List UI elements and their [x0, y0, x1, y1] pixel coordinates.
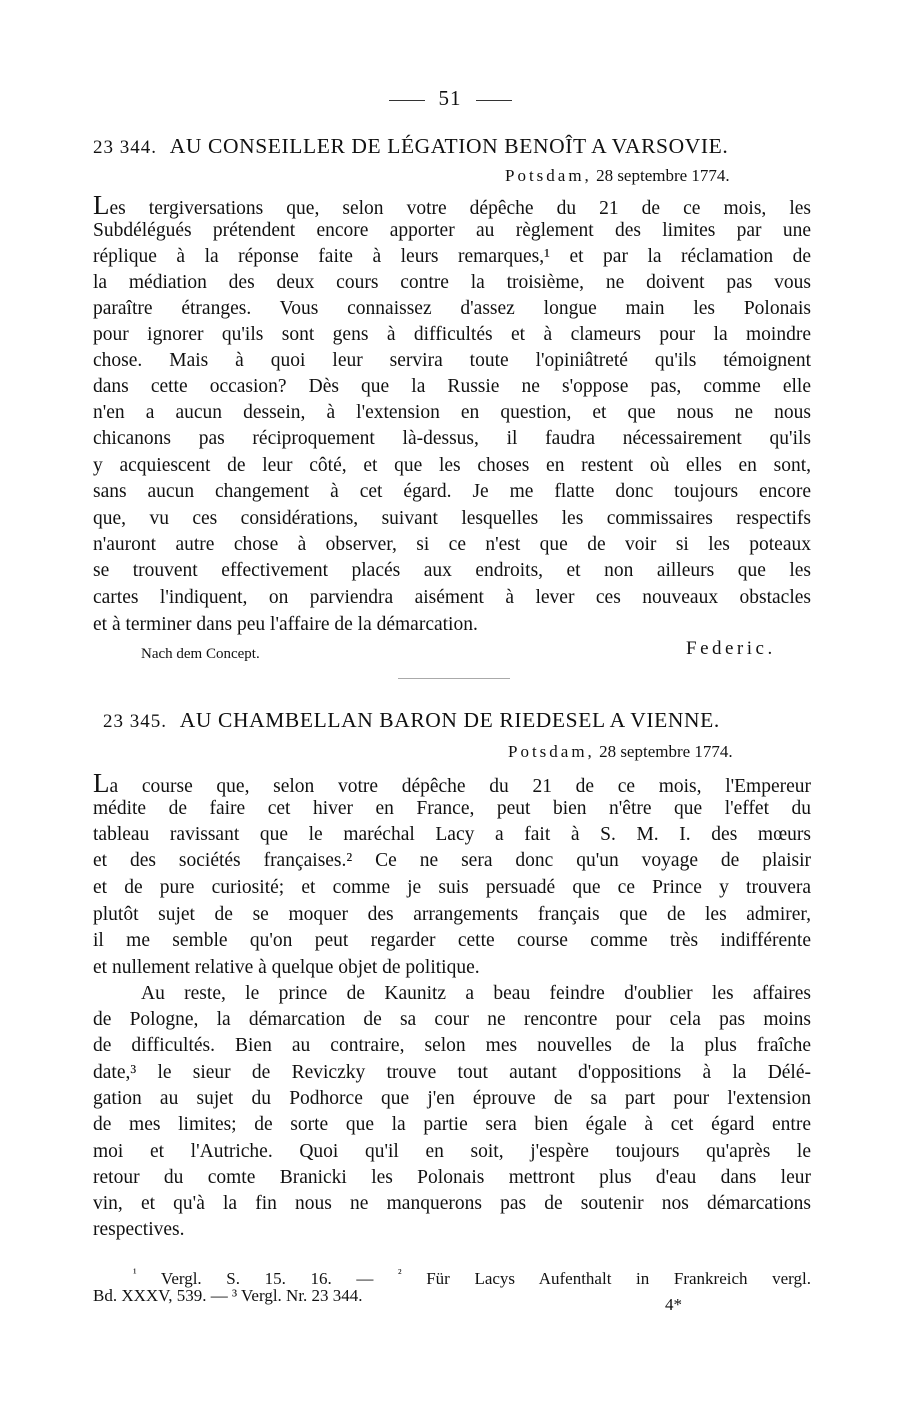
dateline-date: 28 septembre 1774. — [599, 742, 733, 761]
sheet-signature-mark: 4* — [665, 1295, 682, 1314]
text-line: y acquiescent de leur côté, et que les choses en restent où elles en sont, — [93, 455, 811, 476]
text-line: chicanons pas réciproquement là-dessus, il faudra nécessairement qu'ils — [93, 428, 811, 449]
text-line: et des sociétés françaises.² Ce ne sera donc qu'un voyage de plaisir — [93, 850, 811, 871]
letter-title: AU CONSEILLER DE LÉGATION BENOÎT A VARSOVIE. — [169, 134, 729, 158]
dateline-place: Potsdam, — [505, 166, 592, 185]
text-line: il me semble qu'on peut regarder cette course comme très indifférente — [93, 930, 811, 951]
text-line: pour ignorer qu'ils sont gens à difficultés et à clameurs pour la moindre — [93, 324, 811, 345]
text-line: date,³ le sieur de Reviczky trouve tout autant d'oppositions à la Délé- — [93, 1062, 811, 1083]
footnote-line: Bd. XXXV, 539. — ³ Vergl. Nr. 23 344. — [93, 1286, 363, 1305]
text-line: de difficultés. Bien au contraire, selon mes nouvelles de la plus fraîche — [93, 1035, 811, 1056]
footnote-mark: $^{^2}$ Für Lacys Aufenthalt in Frankreich vergl. — [397, 1266, 811, 1288]
source-note: Nach dem Concept. — [141, 646, 260, 662]
footnote-mark: $^{^1}$ Vergl. S. 15. 16. — — [133, 1266, 374, 1288]
letter-heading — [103, 708, 823, 733]
text-line: n'auront autre chose à observer, si ce n'est que de voir si les poteaux — [93, 534, 811, 555]
text-line: retour du comte Branicki les Polonais mettront plus d'eau dans leur — [93, 1167, 811, 1188]
dateline-place: Potsdam, — [508, 742, 595, 761]
text-line: tableau ravissant que le maréchal Lacy a fait à S. M. I. des mœurs — [93, 824, 811, 845]
text-line: Les tergiversations que, selon votre dépêche du 21 de ce mois, les — [93, 190, 811, 220]
letter-title: AU CHAMBELLAN BARON DE RIEDESEL A VIENNE. — [179, 708, 720, 732]
rule-left — [389, 100, 425, 101]
text-line: réplique à la réponse faite à leurs remarques,¹ et par la réclamation de — [93, 246, 811, 267]
page-number: 51 — [0, 86, 900, 111]
text-line: la médiation des deux cours contre la troisième, ne doivent pas vous — [93, 272, 811, 293]
text-line: vin, et qu'à la fin nous ne manquerons pas de soutenir nos démarcations — [93, 1193, 811, 1214]
text-line: sans aucun changement à cet égard. Je me flatte donc toujours encore — [93, 481, 811, 502]
text-line: de mes limites; de sorte que la partie sera bien égale à cet égard entre — [93, 1114, 811, 1135]
text-line: et nullement relative à quelque objet de politique. — [93, 957, 480, 978]
text-line: que, vu ces considérations, suivant lesquelles les commissaires respectifs — [93, 508, 811, 529]
text-line: paraître étranges. Vous connaissez d'assez longue main les Polonais — [93, 298, 811, 319]
rule-right — [476, 100, 512, 101]
letter-heading — [93, 134, 813, 159]
dateline-date: 28 septembre 1774. — [596, 166, 730, 185]
text-line: gation au sujet du Podhorce que j'en éprouve de sa part pour l'extension — [93, 1088, 811, 1109]
signature: Federic. — [686, 638, 776, 659]
text-line: médite de faire cet hiver en France, peut bien n'être que l'effet du — [93, 798, 811, 819]
dateline — [505, 166, 730, 186]
text-line: et à terminer dans peu l'affaire de la démarcation. — [93, 614, 478, 635]
text-line: se trouvent effectivement placés aux endroits, et non ailleurs que les — [93, 560, 811, 581]
text-line: de Pologne, la démarcation de sa cour ne rencontre pour cela pas moins — [93, 1009, 811, 1030]
text-line: plutôt sujet de se moquer des arrangements français que de les admirer, — [93, 904, 811, 925]
text-line: respectives. — [93, 1219, 185, 1240]
letter-number: 23 345. — [103, 711, 167, 732]
text-line: La course que, selon votre dépêche du 21 de ce mois, l'Empereur — [93, 768, 811, 798]
text-line: cartes l'indiquent, on parviendra aisément à lever ces nouveaux obstacles — [93, 587, 811, 608]
text-line: moi et l'Autriche. Quoi qu'il en soit, j'espère toujours qu'après le — [93, 1141, 811, 1162]
text-line: Subdélégués prétendent encore apporter au règlement des limites par une — [93, 220, 811, 241]
text-line: chose. Mais à quoi leur servira toute l'opiniâtreté qu'ils témoignent — [93, 350, 811, 371]
text-line: et de pure curiosité; et comme je suis persuadé que ce Prince y trouvera — [93, 877, 811, 898]
dateline — [508, 742, 733, 762]
text-line: n'en a aucun dessein, à l'extension en question, et que nous ne nous — [93, 402, 811, 423]
section-divider — [398, 678, 510, 679]
text-line: Au reste, le prince de Kaunitz a beau feindre d'oublier les affaires — [141, 983, 811, 1004]
text-line: dans cette occasion? Dès que la Russie ne s'oppose pas, comme elle — [93, 376, 811, 397]
letter-number: 23 344. — [93, 137, 157, 158]
